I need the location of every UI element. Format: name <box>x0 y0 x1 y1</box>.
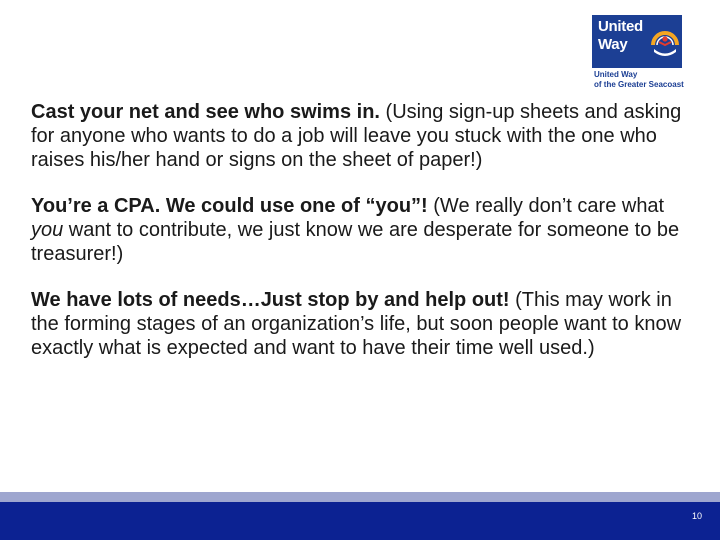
paragraph-2-italic: you <box>31 219 64 241</box>
united-way-emblem-icon <box>650 25 680 59</box>
paragraph-1-text: (Using sign-up sheets and asking for anyone who wants to do a job will leave you stuck with the one who raises his/her hand or signs on the sheet of paper!) <box>31 101 682 171</box>
footer-divider-line <box>0 492 720 502</box>
page-number: 10 <box>691 511 702 521</box>
logo-word-united: United <box>598 18 643 35</box>
paragraph-3-bold: We have lots of needs…Just stop by and help out! <box>31 289 510 311</box>
footer-bar <box>0 502 720 540</box>
paragraph-2-text-after: want to contribute, we just know we are desperate for someone to be treasurer!) <box>31 219 680 265</box>
paragraph-1 <box>31 100 691 172</box>
slide-content <box>31 100 691 382</box>
paragraph-1-bold: Cast your net and see who swims in. <box>31 101 380 123</box>
paragraph-3-text: (This may work in the forming stages of an organization’s life, but soon people want to know exactly what is expected and want to have their time well used.) <box>31 289 682 359</box>
united-way-logo <box>589 12 707 89</box>
paragraph-2-bold: You’re a CPA. We could use one of “you”! <box>31 195 428 217</box>
logo-subtitle-2: of the Greater Seacoast <box>594 80 684 89</box>
logo-word-way: Way <box>598 36 628 53</box>
paragraph-2-text-before: (We really don’t care what <box>427 195 665 217</box>
paragraph-3 <box>31 288 691 360</box>
paragraph-2 <box>31 194 691 266</box>
logo-subtitle-1: United Way <box>594 70 638 79</box>
logo-box <box>592 15 682 68</box>
